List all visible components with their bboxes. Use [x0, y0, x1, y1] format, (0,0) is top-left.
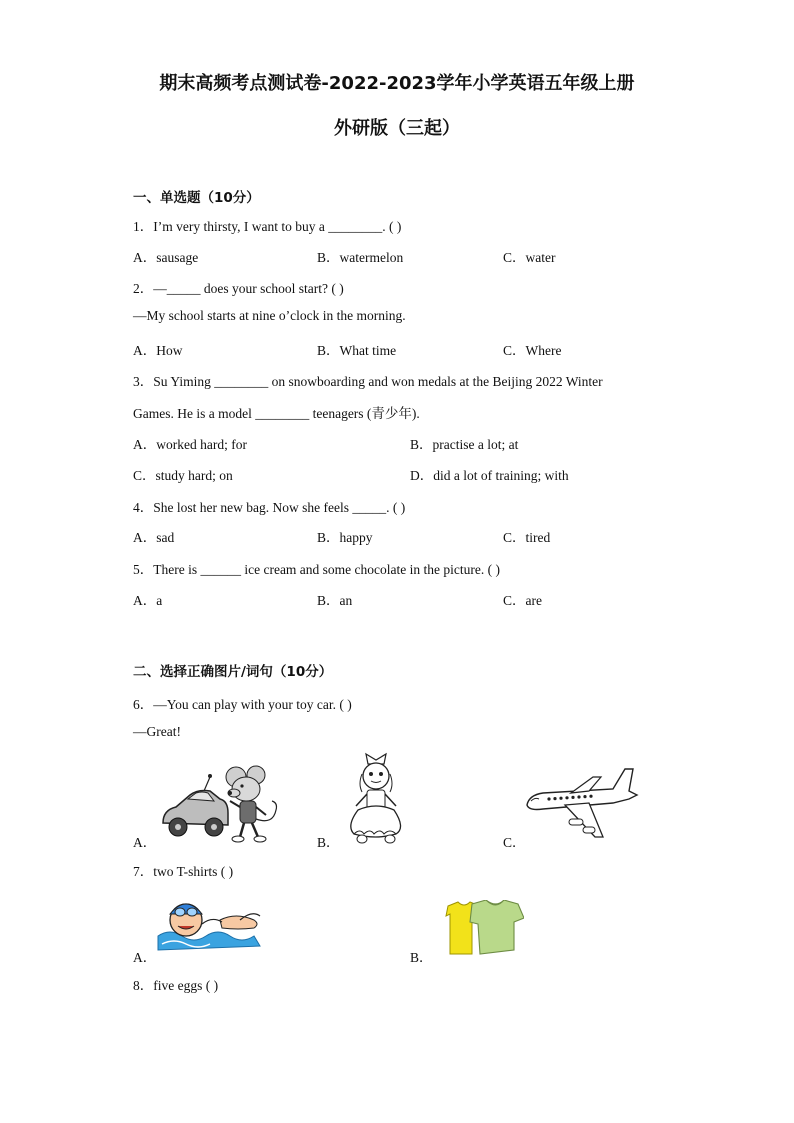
question-5-option-b[interactable]: B．an	[317, 593, 353, 608]
question-2-option-a[interactable]: A．How	[133, 343, 183, 358]
question-3-option-a[interactable]: A．worked hard; for	[133, 437, 247, 452]
question-3-option-d[interactable]: D．did a lot of training; with	[410, 468, 569, 483]
question-4-option-c[interactable]: C．tired	[503, 530, 551, 545]
question-4-stem: 4．She lost her new bag. Now she feels _____. ( )	[133, 500, 406, 515]
question-1-stem: 1．I’m very thirsty, I want to buy a ________. ( )	[133, 219, 402, 234]
question-5-stem: 5．There is ______ ice cream and some chocolate in the picture. ( )	[133, 562, 500, 577]
toy-car-mouse-image[interactable]	[158, 765, 283, 845]
document-title-line1: 期末高频考点测试卷-2022-2023学年小学英语五年级上册	[159, 73, 635, 94]
question-1-option-a[interactable]: A．sausage	[133, 250, 199, 265]
document-title-line2: 外研版（三起）	[334, 118, 460, 139]
question-5-option-c[interactable]: C．are	[503, 593, 542, 608]
question-7-option-b[interactable]: B．	[410, 950, 433, 965]
question-2-option-c[interactable]: C．Where	[503, 343, 562, 358]
question-4-option-a[interactable]: A．sad	[133, 530, 175, 545]
doll-image[interactable]	[340, 750, 412, 845]
question-3-option-b[interactable]: B．practise a lot; at	[410, 437, 519, 452]
question-8-stem: 8．five eggs ( )	[133, 978, 219, 993]
question-2-stem: 2．—_____ does your school start? ( )	[133, 281, 344, 296]
question-6-stem: 6．—You can play with your toy car. ( )	[133, 697, 352, 712]
question-3-stem-line2: Games. He is a model ________ teenagers (青少年).	[133, 406, 420, 421]
question-3-stem: 3．Su Yiming ________ on snowboarding and won medals at the Beijing 2022 Winter	[133, 374, 603, 389]
question-6-option-b[interactable]: B．	[317, 835, 340, 850]
question-7-option-a[interactable]: A．	[133, 950, 157, 965]
question-6-option-c[interactable]: C．	[503, 835, 526, 850]
question-1-option-c[interactable]: C．water	[503, 250, 556, 265]
question-4-option-b[interactable]: B．happy	[317, 530, 373, 545]
question-2-reply: —My school starts at nine o’clock in the morning.	[133, 308, 406, 323]
question-2-option-b[interactable]: B．What time	[317, 343, 397, 358]
question-1-option-b[interactable]: B．watermelon	[317, 250, 404, 265]
airplane-image[interactable]	[525, 763, 640, 843]
question-5-option-a[interactable]: A．a	[133, 593, 163, 608]
question-6-reply: —Great!	[133, 724, 181, 739]
question-7-stem: 7．two T-shirts ( )	[133, 864, 234, 879]
question-3-option-c[interactable]: C．study hard; on	[133, 468, 233, 483]
section-heading-2: 二、选择正确图片/词句（10分）	[133, 664, 333, 680]
t-shirts-image[interactable]	[442, 900, 524, 958]
section-heading-1: 一、单选题（10分）	[133, 190, 260, 206]
swimming-boy-image[interactable]	[156, 890, 264, 952]
question-6-option-a[interactable]: A．	[133, 835, 157, 850]
